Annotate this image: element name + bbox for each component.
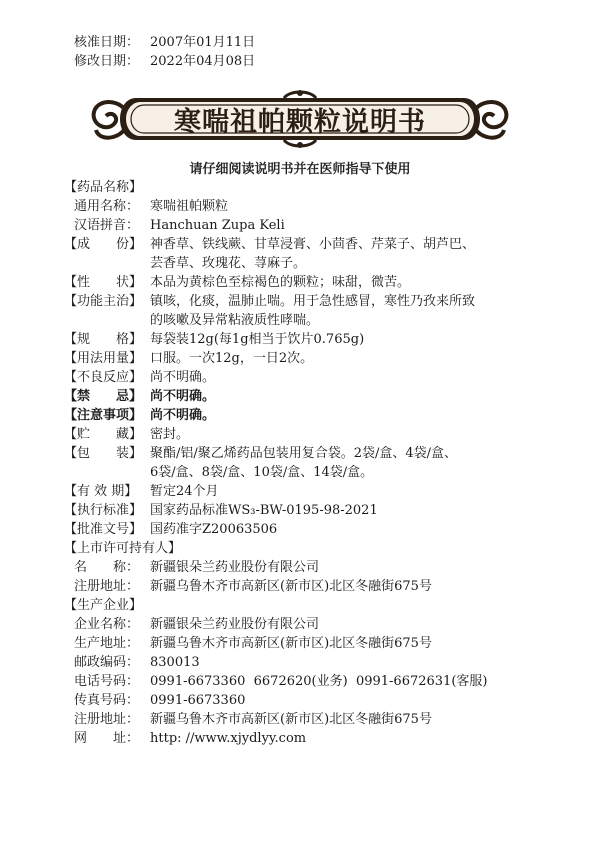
ingredients-label: 【成 份】 — [64, 237, 143, 252]
phone-label: 电话号码： — [74, 674, 140, 689]
ingredients-line-2: 芸香草、玫瑰花、荨麻子。 — [150, 256, 307, 271]
registered-address-value: 新疆乌鲁木齐市高新区(新市区)北区冬融街675号 — [150, 712, 432, 727]
validity-label: 【有 效 期】 — [64, 484, 138, 499]
fax-row — [64, 691, 534, 710]
phone-row — [64, 672, 534, 691]
approval-number-label: 【批准文号】 — [64, 522, 143, 537]
title-banner — [88, 88, 512, 150]
holder-address-value: 新疆乌鲁木齐市高新区(新市区)北区冬融街675号 — [150, 579, 432, 594]
registered-address-row — [64, 710, 534, 729]
website-label: 网 址： — [74, 731, 140, 746]
spec-row — [64, 330, 534, 349]
modify-date-value: 2022年04月08日 — [150, 54, 256, 69]
ingredients-value — [150, 235, 534, 273]
validity-row — [64, 482, 534, 501]
holder-address-label: 注册地址： — [74, 579, 140, 594]
production-address-label: 生产地址： — [74, 636, 140, 651]
contraindications-value: 尚不明确。 — [150, 389, 216, 404]
usage-value: 口服。一次12g，一日2次。 — [150, 351, 314, 366]
fax-label: 传真号码： — [74, 693, 140, 708]
function-label: 【功能主治】 — [64, 294, 143, 309]
function-line-1: 镇咳，化痰，温肺止喘。用于急性感冒，寒性乃孜来所致 — [150, 294, 476, 309]
adverse-row — [64, 368, 534, 387]
package-label: 【包 装】 — [64, 446, 143, 461]
holder-header-text: 【上市许可持有人】 — [64, 541, 182, 556]
manufacturer-header — [64, 596, 534, 615]
approval-date-row — [74, 33, 255, 52]
standard-label: 【执行标准】 — [64, 503, 143, 518]
properties-row — [64, 273, 534, 292]
website-row — [64, 729, 534, 748]
subtitle: 请仔细阅读说明书并在医师指导下使用 — [189, 162, 411, 177]
adverse-value: 尚不明确。 — [150, 370, 216, 385]
approval-date-label: 核准日期： — [74, 35, 140, 50]
ingredients-line-1: 神香草、铁线蕨、甘草浸膏、小茴香、芹菜子、胡芦巴、 — [150, 237, 476, 252]
function-line-2: 的咳嗽及异常粘液质性哮喘。 — [150, 313, 320, 328]
standard-value: 国家药品标准WS₃-BW-0195-98-2021 — [150, 503, 378, 518]
approval-date-value: 2007年01月11日 — [150, 35, 256, 50]
drug-name-header — [64, 178, 534, 197]
function-row — [64, 292, 534, 330]
manufacturer-header-text: 【生产企业】 — [64, 598, 143, 613]
pinyin-value: Hanchuan Zupa Keli — [150, 218, 285, 233]
common-name-value: 寒喘祖帕颗粒 — [150, 199, 229, 214]
postcode-value: 830013 — [150, 655, 200, 670]
company-name-label: 企业名称： — [74, 617, 140, 632]
dates-block — [74, 33, 255, 71]
contraindications-label: 【禁 忌】 — [64, 389, 143, 404]
fax-value: 0991-6673360 — [150, 693, 246, 708]
postcode-row — [64, 653, 534, 672]
standard-row — [64, 501, 534, 520]
usage-label: 【用法用量】 — [64, 351, 143, 366]
properties-value: 本品为黄棕色至棕褐色的颗粒；味甜，微苦。 — [150, 275, 411, 290]
ingredients-row — [64, 235, 534, 273]
package-line-1: 聚酯/铝/聚乙烯药品包装用复合袋。2袋/盒、4袋/盒、 — [150, 446, 458, 461]
production-address-value: 新疆乌鲁木齐市高新区(新市区)北区冬融街675号 — [150, 636, 432, 651]
properties-label: 【性 状】 — [64, 275, 143, 290]
registered-address-label: 注册地址： — [74, 712, 140, 727]
approval-number-value: 国药准字Z20063506 — [150, 522, 278, 537]
adverse-label: 【不良反应】 — [64, 370, 143, 385]
phone-value: 0991-6673360 6672620(业务) 0991-6672631(客服) — [150, 674, 488, 689]
common-name-label: 通用名称： — [74, 199, 140, 214]
production-address-row — [64, 634, 534, 653]
pinyin-label: 汉语拼音： — [74, 218, 140, 233]
cautions-value: 尚不明确。 — [150, 408, 216, 423]
modify-date-row — [74, 52, 255, 71]
company-name-row — [64, 615, 534, 634]
holder-name-row — [64, 558, 534, 577]
instructions-body — [64, 178, 534, 748]
storage-label: 【贮 藏】 — [64, 427, 143, 442]
package-row — [64, 444, 534, 482]
storage-row — [64, 425, 534, 444]
package-value — [150, 444, 534, 482]
website-link[interactable]: http: //www.xjydlyy.com — [150, 731, 307, 746]
package-line-2: 6袋/盒、8袋/盒、10袋/盒、14袋/盒。 — [150, 465, 374, 480]
spec-value: 每袋装12g(每1g相当于饮片0.765g) — [150, 332, 365, 347]
function-value — [150, 292, 534, 330]
holder-address-row — [64, 577, 534, 596]
pinyin-row — [64, 216, 534, 235]
approval-number-row — [64, 520, 534, 539]
modify-date-label: 修改日期： — [74, 54, 140, 69]
holder-header — [64, 539, 534, 558]
contraindications-row — [64, 387, 534, 406]
holder-name-label: 名 称： — [74, 560, 140, 575]
usage-row — [64, 349, 534, 368]
validity-value: 暂定24个月 — [150, 484, 219, 499]
drug-name-header-text: 【药品名称】 — [64, 180, 143, 195]
company-name-value: 新疆银朵兰药业股份有限公司 — [150, 617, 320, 632]
cautions-row — [64, 406, 534, 425]
storage-value: 密封。 — [150, 427, 190, 442]
cautions-label: 【注意事项】 — [64, 408, 143, 423]
spec-label: 【规 格】 — [64, 332, 143, 347]
postcode-label: 邮政编码： — [74, 655, 140, 670]
holder-name-value: 新疆银朵兰药业股份有限公司 — [150, 560, 320, 575]
common-name-row — [64, 197, 534, 216]
document-title: 寒喘祖帕颗粒说明书 — [174, 106, 426, 138]
